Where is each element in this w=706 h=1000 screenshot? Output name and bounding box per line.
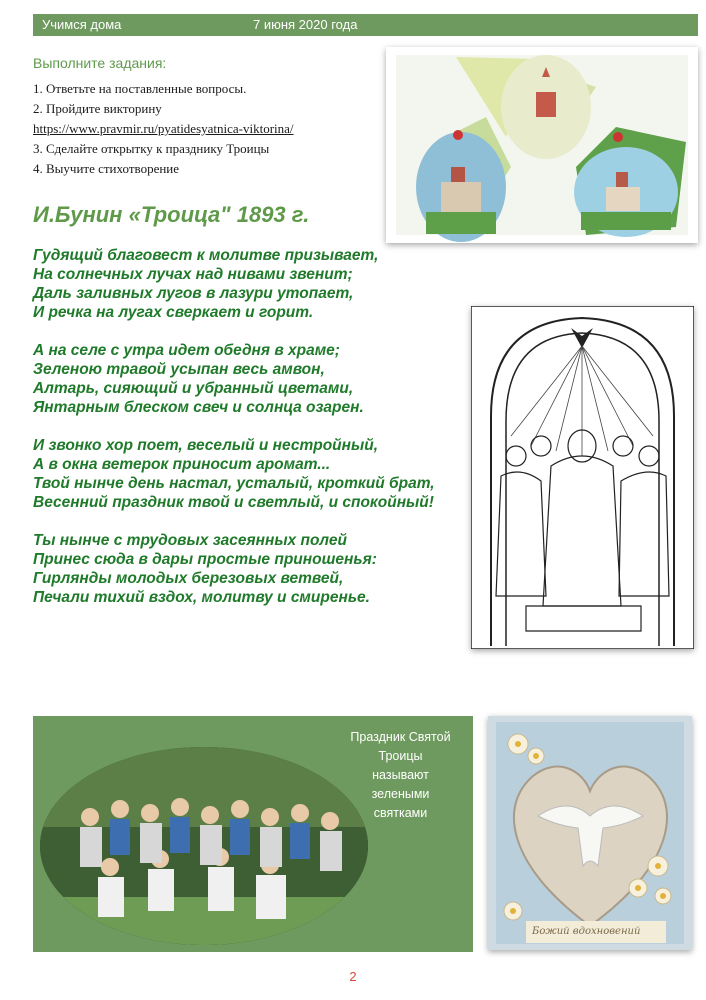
caption-line: зелеными [371,787,430,801]
painted-eggs-image [386,47,698,243]
task-item [33,99,373,139]
poem-line: Твой нынче день настал, усталый, кроткий брат, [33,475,435,492]
header-section-title: Учимся дома [42,17,122,32]
poem-line: Гудящий благовест к молитве призывает, [33,247,379,264]
people-photo [40,747,368,945]
caption-line: святками [373,806,428,820]
poem-line: Янтарным блеском свеч и солнца озарен. [33,399,364,416]
poem-title: И.Бунин «Троица" 1893 г. [33,202,310,227]
poem-stanza [33,436,463,512]
tasks-block [33,55,373,179]
task-item: 4. Выучите стихотворение [33,161,180,176]
task-item: 3. Сделайте открытку к празднику Троицы [33,141,270,156]
panel-caption [333,728,468,823]
green-panel [33,716,473,952]
caption-line: Троицы [378,749,423,763]
page-number: 2 [349,969,357,984]
poem-line: Весенний праздник твой и светлый, и спокойный! [33,494,434,511]
task-item-text: 2. Пройдите викторину [33,101,162,116]
poem-stanza [33,341,463,417]
poem-line: Ты нынче с трудовых засеянных полей [33,532,347,549]
poem-line: Зеленою травой усыпан весь амвон, [33,361,325,378]
poem-stanza [33,246,463,322]
poem-line: И речка на лугах сверкает и горит. [33,304,314,321]
poem-line: Печали тихий вздох, молитву и смиренье. [33,589,370,606]
poem-line: А на селе с утра идет обедня в храме; [33,342,340,359]
poem-line: Принес сюда в дары простые приношенья: [33,551,377,568]
task-item: 1. Ответьте на поставленные вопросы. [33,81,247,96]
poem-line: Гирлянды молодых березовых ветвей, [33,570,344,587]
poem-stanza [33,531,463,607]
tasks-title: Выполните задания: [33,55,167,71]
caption-line: Праздник Святой [350,730,451,744]
card-inscription: Божий вдохновений [532,926,641,937]
dove-card-image [488,716,692,950]
poem [33,246,463,626]
quiz-link[interactable]: https://www.pravmir.ru/pyatidesyatnica-viktorina/ [33,121,294,136]
header-date: 7 июня 2020 года [253,17,358,32]
poem-line: А в окна ветерок приносит аромат... [33,456,331,473]
caption-line: называют [372,768,429,782]
poem-line: И звонко хор поет, веселый и нестройный, [33,437,379,454]
pentecost-coloring-image [471,306,694,649]
poem-line: Даль заливных лугов в лазури утопает, [33,285,354,302]
header-bar [33,14,698,36]
poem-line: Алтарь, сияющий и убранный цветами, [33,380,354,397]
poem-line: На солнечных лучах над нивами звенит; [33,266,353,283]
